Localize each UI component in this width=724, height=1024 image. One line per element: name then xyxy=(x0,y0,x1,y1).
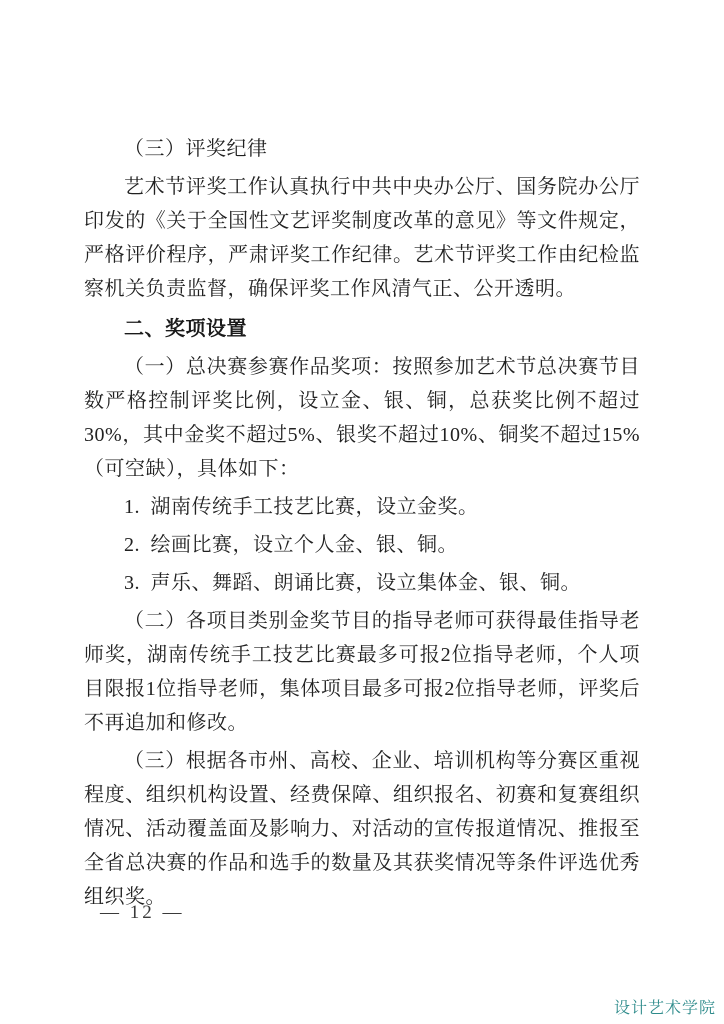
watermark-text: 设计艺术学院 xyxy=(613,1000,716,1017)
paragraph: 艺术节评奖工作认真执行中共中央办公厅、国务院办公厅印发的《关于全国性文艺评奖制度改革的意见》等文件规定，严格评价程序，严肃评奖工作纪律。艺术节评奖工作由纪检监察机关负责监督，确保评奖工作风清气正、公开透明。 xyxy=(84,176,640,300)
paragraph: （三）根据各市州、高校、企业、培训机构等分赛区重视程度、组织机构设置、经费保障、组织报名、初赛和复赛组织情况、活动覆盖面及影响力、对活动的宣传报道情况、推报至全省总决赛的作品和选手的数量及其获奖情况等条件评选优秀组织奖。 xyxy=(84,750,640,908)
section-heading: 二、奖项设置 xyxy=(124,318,247,340)
document-body xyxy=(84,132,640,914)
paragraph: （一）总决赛参赛作品奖项：按照参加艺术节总决赛节目数严格控制评奖比例，设立金、银、铜，总获奖比例不超过30%，其中金奖不超过5%、银奖不超过10%、铜奖不超过15%（可空缺），具体如下： xyxy=(84,356,640,480)
page-number: — 12 — xyxy=(100,902,185,923)
sub-section-heading: （三）评奖纪律 xyxy=(124,138,268,160)
list-item: 1. 湖南传统手工技艺比赛，设立金奖。 xyxy=(124,496,479,518)
list-item: 2. 绘画比赛，设立个人金、银、铜。 xyxy=(124,534,458,556)
list-item: 3. 声乐、舞蹈、朗诵比赛，设立集体金、银、铜。 xyxy=(124,572,581,594)
paragraph: （二）各项目类别金奖节目的指导老师可获得最佳指导老师奖，湖南传统手工技艺比赛最多可报2位指导老师，个人项目限报1位指导老师，集体项目最多可报2位指导老师，评奖后不再追加和修改。 xyxy=(84,610,640,734)
